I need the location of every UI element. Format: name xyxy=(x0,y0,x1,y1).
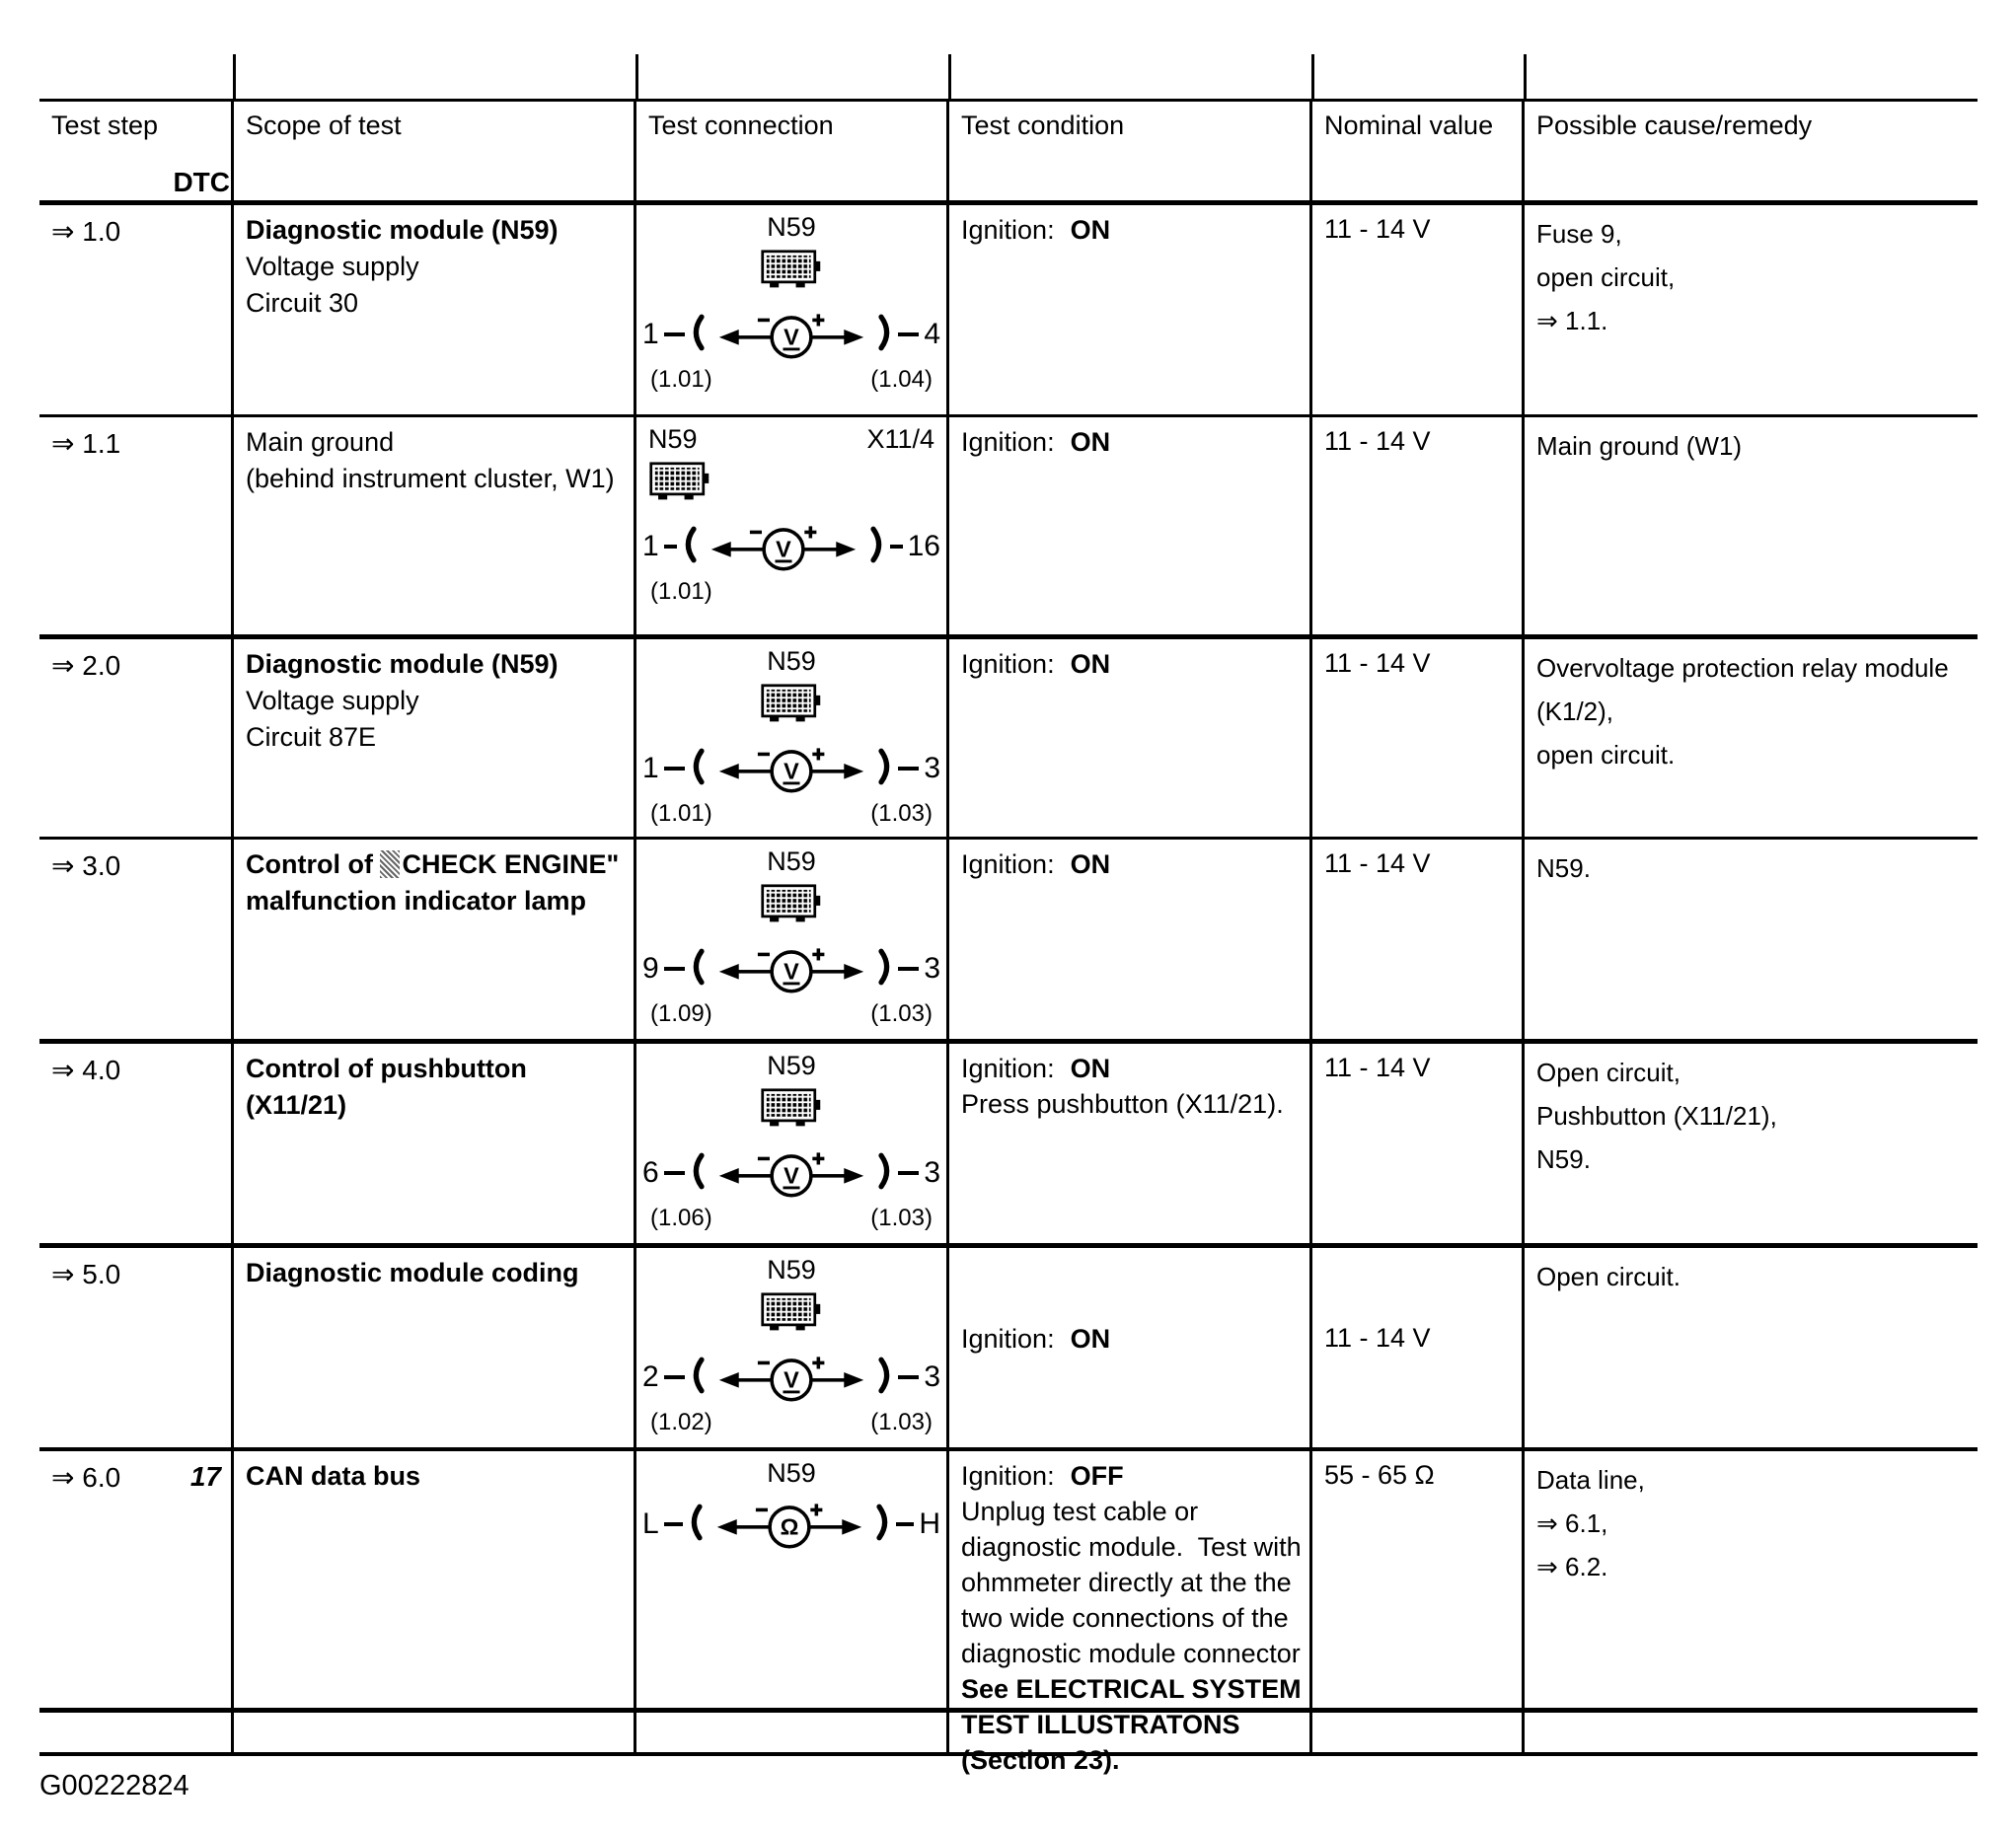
wire-segment xyxy=(664,1375,685,1379)
ignition-state: OFF xyxy=(1070,1461,1124,1491)
scope-cell xyxy=(234,840,636,1044)
remedy-cell xyxy=(1525,639,1978,840)
empty-row-cell xyxy=(1312,1713,1525,1756)
pin-number-right: 16 xyxy=(907,530,940,562)
condition-line: two wide connections of the xyxy=(961,1603,1289,1633)
ignition-state: ON xyxy=(1070,427,1111,457)
wire-segment xyxy=(664,967,685,971)
module-connector-icon xyxy=(648,460,711,505)
pin-number-left: 1 xyxy=(642,318,659,350)
nominal-value-cell xyxy=(1312,417,1525,639)
condition-line: diagnostic module connector xyxy=(961,1639,1301,1668)
pin-designation-right: (1.03) xyxy=(870,1000,933,1027)
socket-contact-icon xyxy=(690,1355,705,1396)
scope-line: (behind instrument cluster, W1) xyxy=(246,464,615,493)
pin-designation-right: (1.04) xyxy=(870,366,933,393)
connector-icon-row xyxy=(642,460,940,505)
meter xyxy=(717,308,865,361)
remedy-line: (K1/2), xyxy=(1536,697,1614,726)
meter xyxy=(709,520,858,573)
socket-left xyxy=(690,312,705,358)
test-step-cell xyxy=(39,1451,234,1713)
ignition-label: Ignition: xyxy=(961,1054,1055,1083)
wire-segment xyxy=(898,1171,919,1175)
scope-cell xyxy=(234,1451,636,1713)
scope-line: Circuit 30 xyxy=(246,288,359,318)
socket-contact-icon xyxy=(688,1502,703,1543)
test-step-value: ⇒ 4.0 xyxy=(51,1055,121,1085)
header-test-step xyxy=(39,102,234,205)
pin-designation-left: (1.01) xyxy=(650,366,712,393)
socket-right xyxy=(878,746,893,792)
connector-icon-row xyxy=(642,1290,940,1336)
condition-line: ohmmeter directly at the the xyxy=(961,1568,1292,1597)
ignition-label: Ignition: xyxy=(961,427,1055,457)
socket-contact-icon xyxy=(878,746,893,787)
probe-line xyxy=(642,942,940,995)
test-step-cell xyxy=(39,840,234,1044)
connection-cell xyxy=(636,417,949,639)
connection-component-label: N59 xyxy=(767,212,816,242)
meter xyxy=(715,1498,863,1551)
scope-line: Main ground xyxy=(246,427,395,457)
nominal-value-cell xyxy=(1312,639,1525,840)
connection-component-label: N59 xyxy=(648,424,698,454)
condition-cell xyxy=(949,639,1312,840)
wire-segment xyxy=(890,545,903,549)
ignition-line xyxy=(961,846,1304,882)
connector-icon-row xyxy=(642,682,940,727)
ignition-state: ON xyxy=(1070,1324,1111,1354)
ignition-label: Ignition: xyxy=(961,1324,1055,1354)
remedy-line: Pushbutton (X11/21), xyxy=(1536,1101,1777,1131)
connection-cell xyxy=(636,1451,949,1713)
pin-designation-left: (1.02) xyxy=(650,1409,712,1435)
header-condition: Test condition xyxy=(949,102,1312,205)
connection-component-label: N59 xyxy=(767,1051,816,1080)
pin-designation-row xyxy=(642,366,940,394)
connection-component-label: N59 xyxy=(767,646,816,676)
pin-designation-row xyxy=(642,1000,940,1028)
remedy-line: Data line, xyxy=(1536,1465,1645,1495)
test-step-cell xyxy=(39,639,234,840)
wire-segment xyxy=(898,1375,919,1379)
socket-contact-icon xyxy=(878,946,893,988)
socket-contact-icon xyxy=(878,1150,893,1192)
svg-text:V: V xyxy=(784,758,799,784)
condition-line: (Section 23). xyxy=(961,1745,1120,1775)
connection-label-row xyxy=(642,212,940,243)
probe-line xyxy=(642,520,940,573)
ignition-state: ON xyxy=(1070,1054,1111,1083)
remedy-line: Open circuit. xyxy=(1536,1262,1680,1291)
empty-row-cell xyxy=(39,1713,234,1756)
wire-segment xyxy=(898,767,919,771)
figure-id: G00222824 xyxy=(39,1770,189,1801)
voltmeter-icon xyxy=(709,520,858,573)
scope-line: CAN data bus xyxy=(246,1461,421,1491)
remedy-cell xyxy=(1525,1451,1978,1713)
ignition-line xyxy=(961,212,1304,248)
pin-designation-row xyxy=(642,800,940,828)
connection-cell xyxy=(636,1248,949,1451)
meter xyxy=(717,1351,865,1404)
wire-segment xyxy=(664,1522,683,1526)
column-rule-stub xyxy=(233,54,236,102)
pin-number-right: 3 xyxy=(924,752,940,784)
module-connector-icon xyxy=(760,1086,823,1132)
pin-number-left: 6 xyxy=(642,1156,659,1189)
wire-segment xyxy=(664,767,685,771)
scope-line: Voltage supply xyxy=(246,252,419,281)
module-connector-icon xyxy=(760,682,823,727)
ignition-label: Ignition: xyxy=(961,215,1055,245)
connection-cell xyxy=(636,840,949,1044)
connection-connector-label: X11/4 xyxy=(866,424,934,454)
scope-line: Voltage supply xyxy=(246,686,419,715)
remedy-line: ⇒ 6.1, xyxy=(1536,1508,1608,1538)
test-step-value: ⇒ 3.0 xyxy=(51,850,121,881)
probe-line xyxy=(642,308,940,361)
socket-right xyxy=(878,312,893,358)
scope-cell xyxy=(234,205,636,417)
empty-row-cell xyxy=(234,1713,636,1756)
voltmeter-icon xyxy=(717,1146,865,1200)
voltmeter-icon xyxy=(717,1351,865,1404)
remedy-cell xyxy=(1525,417,1978,639)
header-connection: Test connection xyxy=(636,102,949,205)
nominal-value: 11 - 14 V xyxy=(1324,214,1431,244)
nominal-value: 55 - 65 Ω xyxy=(1324,1460,1435,1490)
condition-line: TEST ILLUSTRATONS xyxy=(961,1710,1240,1739)
wire-segment xyxy=(664,1171,685,1175)
socket-left xyxy=(688,1502,703,1548)
pin-number-left: 1 xyxy=(642,530,659,562)
svg-text:V: V xyxy=(784,324,799,350)
socket-contact-icon xyxy=(876,1502,891,1543)
test-step-cell xyxy=(39,205,234,417)
scope-line: Control of pushbutton (X11/21) xyxy=(246,1054,527,1120)
empty-row-cell xyxy=(1525,1713,1978,1756)
ignition-line xyxy=(961,424,1304,460)
wire-segment xyxy=(664,332,685,336)
connection-cell xyxy=(636,1044,949,1248)
pin-designation-row xyxy=(642,578,940,606)
socket-right xyxy=(878,1150,893,1197)
test-step-value: ⇒ 1.1 xyxy=(51,428,121,459)
voltmeter-icon xyxy=(717,308,865,361)
pin-designation-right: (1.03) xyxy=(870,1409,933,1435)
socket-left xyxy=(690,1150,705,1197)
column-rule-stub xyxy=(1524,54,1527,102)
remedy-cell xyxy=(1525,1044,1978,1248)
header-nominal: Nominal value xyxy=(1312,102,1525,205)
condition-cell xyxy=(949,1451,1312,1775)
svg-text:V: V xyxy=(784,1366,799,1393)
socket-contact-icon xyxy=(690,312,705,353)
connection-label-row xyxy=(642,646,940,677)
empty-row-cell xyxy=(949,1713,1312,1756)
nominal-value: 11 - 14 V xyxy=(1324,1323,1431,1353)
probe-line xyxy=(642,1351,940,1404)
meter xyxy=(717,742,865,795)
socket-contact-icon xyxy=(878,312,893,353)
ignition-line xyxy=(961,1458,1304,1494)
condition-cell xyxy=(949,840,1312,1044)
socket-left xyxy=(682,524,697,570)
connection-cell xyxy=(636,205,949,417)
pin-designation-right: (1.03) xyxy=(870,800,933,827)
nominal-value: 11 - 14 V xyxy=(1324,426,1431,456)
nominal-value: 11 - 14 V xyxy=(1324,1053,1431,1082)
nominal-value-cell xyxy=(1312,840,1525,1044)
module-connector-icon xyxy=(760,248,823,293)
remedy-cell xyxy=(1525,1248,1978,1451)
empty-row-cell xyxy=(636,1713,949,1756)
nominal-value-cell xyxy=(1312,1044,1525,1248)
pin-designation-row xyxy=(642,1409,940,1436)
remedy-cell xyxy=(1525,205,1978,417)
test-step-value: ⇒ 1.0 xyxy=(51,216,121,247)
connection-label-row xyxy=(642,424,940,455)
pin-designation-row xyxy=(642,1205,940,1232)
diagnostic-table xyxy=(39,99,1978,1775)
connection-component-label: N59 xyxy=(767,1458,816,1488)
ignition-state: ON xyxy=(1070,215,1111,245)
pin-number-right: 3 xyxy=(924,1360,940,1393)
test-step-cell xyxy=(39,1248,234,1451)
pin-number-right: 4 xyxy=(924,318,940,350)
dtc-value: 17 xyxy=(189,1461,221,1492)
wire-segment xyxy=(664,545,677,549)
pin-number-right: 3 xyxy=(924,952,940,985)
svg-text:V: V xyxy=(784,958,799,985)
socket-contact-icon xyxy=(682,524,697,565)
module-connector-icon xyxy=(760,882,823,927)
ignition-label: Ignition: xyxy=(961,849,1055,879)
connection-label-row xyxy=(642,1255,940,1285)
socket-left xyxy=(690,746,705,792)
remedy-line: Main ground (W1) xyxy=(1536,431,1743,461)
header-remedy: Possible cause/remedy xyxy=(1525,102,1978,205)
module-connector-icon xyxy=(760,1290,823,1336)
connector-icon-row xyxy=(642,1086,940,1132)
connection-cell xyxy=(636,639,949,840)
remedy-line: Overvoltage protection relay module xyxy=(1536,653,1949,683)
voltmeter-icon xyxy=(717,942,865,995)
ignition-line xyxy=(961,1051,1304,1086)
remedy-line: open circuit. xyxy=(1536,740,1676,770)
nominal-value-cell xyxy=(1312,1248,1525,1451)
connection-label-row xyxy=(642,1458,940,1489)
scope-line: Diagnostic module (N59) xyxy=(246,649,559,679)
ignition-state: ON xyxy=(1070,649,1111,679)
wire-segment xyxy=(898,332,919,336)
remedy-line: N59. xyxy=(1536,853,1591,883)
ignition-line xyxy=(961,1321,1304,1357)
scope-cell xyxy=(234,1248,636,1451)
ignition-label: Ignition: xyxy=(961,649,1055,679)
socket-contact-icon xyxy=(878,1355,893,1396)
socket-contact-icon xyxy=(690,746,705,787)
probe-line xyxy=(642,1498,940,1551)
condition-cell xyxy=(949,1248,1312,1451)
socket-contact-icon xyxy=(690,946,705,988)
socket-right xyxy=(878,1355,893,1401)
pin-number-left: 1 xyxy=(642,752,659,784)
condition-line: diagnostic module. Test with xyxy=(961,1532,1302,1562)
socket-contact-icon xyxy=(870,524,885,565)
pin-number-left: L xyxy=(642,1507,659,1540)
scope-line: Circuit 87E xyxy=(246,722,377,752)
scope-cell xyxy=(234,1044,636,1248)
test-step-cell xyxy=(39,417,234,639)
wire-segment xyxy=(898,967,919,971)
scope-cell xyxy=(234,639,636,840)
remedy-line: ⇒ 6.2. xyxy=(1536,1552,1608,1581)
scope-line: Diagnostic module coding xyxy=(246,1258,579,1287)
scope-line: Diagnostic module (N59) xyxy=(246,215,559,245)
test-step-value: ⇒ 2.0 xyxy=(51,650,121,681)
remedy-line: ⇒ 1.1. xyxy=(1536,306,1608,335)
socket-right xyxy=(870,524,885,570)
remedy-line: N59. xyxy=(1536,1144,1591,1174)
svg-text:V: V xyxy=(784,1162,799,1189)
wire-segment xyxy=(896,1522,915,1526)
remedy-line: Fuse 9, xyxy=(1536,219,1622,249)
condition-cell xyxy=(949,417,1312,639)
pin-designation-left: (1.06) xyxy=(650,1205,712,1231)
column-rule-stub xyxy=(635,54,638,102)
socket-left xyxy=(690,946,705,992)
pin-designation-left: (1.01) xyxy=(650,800,712,827)
nominal-value: 11 - 14 V xyxy=(1324,848,1431,878)
ignition-state: ON xyxy=(1070,849,1111,879)
scope-line: malfunction indicator lamp xyxy=(246,886,587,916)
pin-number-left: 9 xyxy=(642,952,659,985)
nominal-value: 11 - 14 V xyxy=(1324,648,1431,678)
svg-text:Ω: Ω xyxy=(780,1513,798,1540)
socket-left xyxy=(690,1355,705,1401)
connection-component-label: N59 xyxy=(767,1255,816,1285)
condition-cell xyxy=(949,205,1312,417)
socket-right xyxy=(876,1502,891,1548)
condition-line: Press pushbutton (X11/21). xyxy=(961,1089,1284,1119)
nominal-value-cell xyxy=(1312,205,1525,417)
test-step-cell xyxy=(39,1044,234,1248)
remedy-cell xyxy=(1525,840,1978,1044)
pin-designation-right: (1.03) xyxy=(870,1205,933,1231)
test-step-value: ⇒ 5.0 xyxy=(51,1259,121,1289)
pin-designation-left: (1.09) xyxy=(650,1000,712,1027)
column-rule-stub xyxy=(1311,54,1314,102)
test-step-value: ⇒ 6.0 xyxy=(51,1462,121,1493)
ohmmeter-icon xyxy=(715,1498,863,1551)
connection-component-label: N59 xyxy=(767,846,816,876)
header-dtc-label: DTC xyxy=(173,167,230,197)
pin-number-right: 3 xyxy=(924,1156,940,1189)
ignition-line xyxy=(961,646,1304,682)
connector-icon-row xyxy=(642,248,940,293)
column-rule-stub xyxy=(948,54,951,102)
header-test-step-label: Test step xyxy=(51,110,159,140)
meter xyxy=(717,942,865,995)
socket-right xyxy=(878,946,893,992)
connection-label-row xyxy=(642,846,940,877)
header-scope: Scope of test xyxy=(234,102,636,205)
probe-line xyxy=(642,742,940,795)
pin-number-left: 2 xyxy=(642,1360,659,1393)
svg-text:V: V xyxy=(775,536,791,562)
socket-contact-icon xyxy=(690,1150,705,1192)
quote-scan-artifact xyxy=(380,850,400,878)
connection-label-row xyxy=(642,1051,940,1081)
condition-cell xyxy=(949,1044,1312,1248)
scope-cell xyxy=(234,417,636,639)
condition-line: See ELECTRICAL SYSTEM xyxy=(961,1674,1302,1704)
pin-number-right: H xyxy=(919,1507,940,1540)
voltmeter-icon xyxy=(717,742,865,795)
connector-icon-row xyxy=(642,882,940,927)
remedy-line: Open circuit, xyxy=(1536,1058,1680,1087)
condition-line: Unplug test cable or xyxy=(961,1497,1199,1526)
ignition-label: Ignition: xyxy=(961,1461,1055,1491)
meter xyxy=(717,1146,865,1200)
pin-designation-left: (1.01) xyxy=(650,578,712,605)
remedy-line: open circuit, xyxy=(1536,262,1676,292)
scope-line: Control of CHECK ENGINE" xyxy=(246,849,620,879)
nominal-value-cell xyxy=(1312,1451,1525,1713)
probe-line xyxy=(642,1146,940,1200)
